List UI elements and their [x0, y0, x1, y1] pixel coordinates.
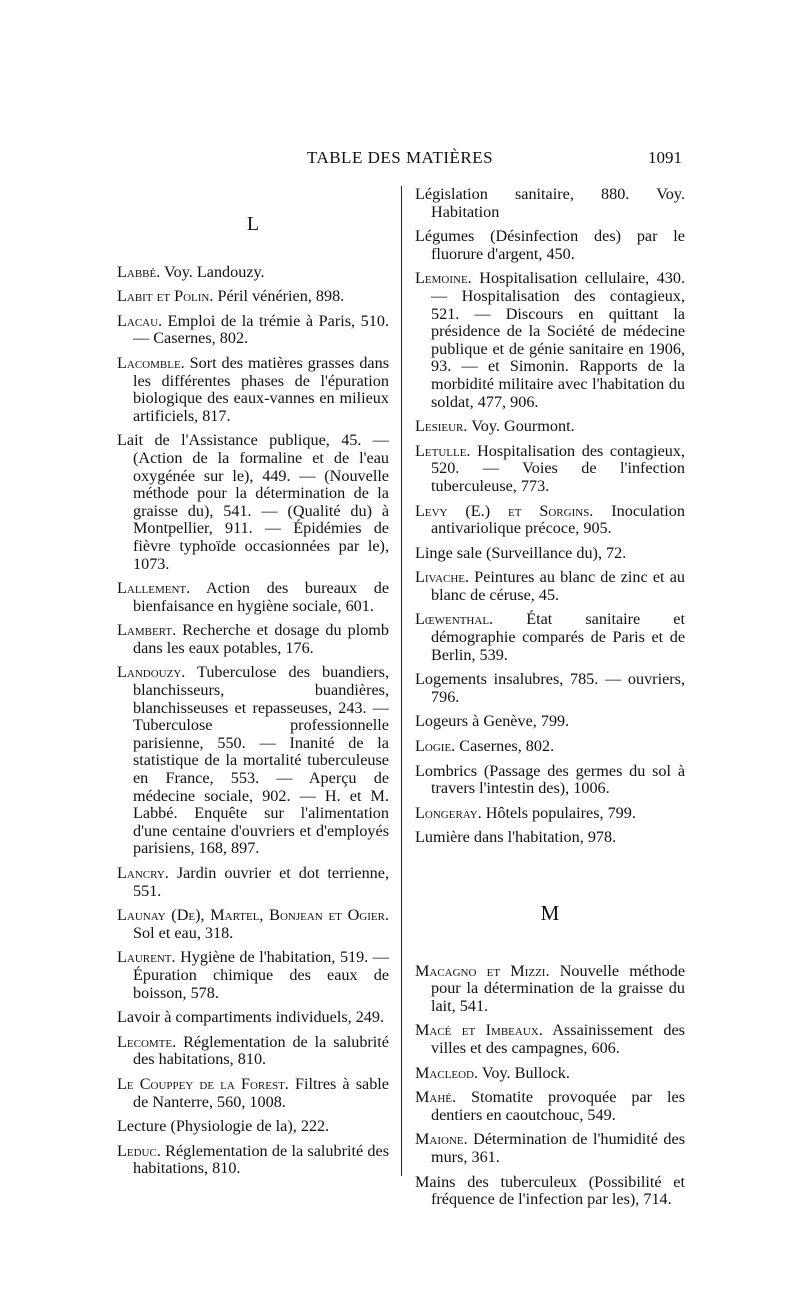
index-entry — [415, 963, 685, 1016]
entry-text: Voy. Bullock. — [478, 1063, 570, 1082]
entry-name: Macagno et Mizzi. — [415, 961, 550, 980]
index-entry — [117, 264, 389, 282]
index-entry — [117, 1118, 389, 1136]
index-entry — [415, 805, 685, 823]
entry-text: Inoculation antivariolique précoce, 905. — [431, 501, 685, 538]
index-entry — [117, 1034, 389, 1069]
index-entry — [415, 611, 685, 664]
entry-text: Filtres à sable de Nanterre, 560, 1008. — [133, 1074, 389, 1111]
entry-name: Levy (E.) et Sorgins. — [415, 501, 594, 520]
index-entry — [117, 907, 389, 942]
entry-text: Lecture (Physiologie de la), 222. — [117, 1117, 330, 1136]
index-entry — [117, 664, 389, 858]
entry-text: Légumes (Désinfection des) par le fluorure d'argent, 450. — [415, 227, 685, 263]
entry-text: Réglementation de la salubrité des habitations, 810. — [133, 1141, 389, 1178]
entry-text: Réglementation de la salubrité des habitations, 810. — [133, 1032, 389, 1069]
index-entry — [117, 580, 389, 615]
entry-text: Assainissement des villes et des campagnes, 606. — [431, 1021, 685, 1057]
entry-name: Labit et Polin. — [117, 287, 214, 306]
index-entry — [415, 1131, 685, 1166]
entry-text: Hôtels populaires, 799. — [481, 803, 636, 822]
index-entry — [117, 1009, 389, 1027]
index-entry — [415, 418, 685, 436]
entry-text: Législation sanitaire, 880. Voy. Habitation — [415, 185, 685, 221]
index-entry — [415, 545, 685, 563]
entry-text: Linge sale (Surveillance du), 72. — [415, 543, 627, 562]
entry-name: Laurent. — [117, 948, 176, 967]
entry-name: Livache. — [415, 568, 470, 587]
entry-name: Landouzy. — [117, 663, 186, 682]
entry-text: État sanitaire et démographie comparés de Paris et de Berlin, 539. — [431, 610, 685, 664]
entry-text: Lumière dans l'habitation, 978. — [415, 828, 617, 847]
entry-name: Lambert. — [117, 621, 177, 640]
entry-text: Logeurs à Genève, 799. — [415, 712, 570, 731]
index-entry — [415, 1065, 685, 1083]
entry-text: Jardin ouvrier et dot terrienne, 551. — [133, 864, 389, 900]
entry-text: Tuberculose des buandiers, blanchisseurs, buandières, blanchisseuses et repasseuses, 243. — Tuberculose professionnelle parisienne, 550. — Inanité de la statistique de la mortalité tuberculeuse en France, 553. — Aperçu de médecine sociale, 902. — H. et M. Labbé. Enquête sur l'alimentation d'une centaine d'ouvriers et d'employés parisiens, 168, 897. — [133, 663, 389, 858]
entry-name: Lacomble. — [117, 353, 185, 372]
entry-name: Lecomte. — [117, 1032, 177, 1051]
entry-text: Nouvelle méthode pour la détermination de la graisse du lait, 541. — [431, 961, 686, 1015]
section-letter-m: M — [540, 901, 560, 925]
entry-name: Lemoine. — [415, 269, 472, 288]
index-entry — [117, 355, 389, 425]
entry-name: Maione. — [415, 1130, 468, 1149]
right-entry-list-m — [415, 963, 685, 1209]
index-entry — [117, 1076, 389, 1111]
entry-text: Détermination de l'humidité des murs, 361. — [431, 1130, 685, 1166]
entry-name: Macleod. — [415, 1063, 479, 1082]
left-column — [117, 186, 389, 1185]
entry-text: Péril vénérien, 898. — [213, 287, 345, 306]
entry-name: Lancry. — [117, 864, 169, 882]
entry-text: Emploi de la trémie à Paris, 510. — Casernes, 802. — [133, 311, 389, 348]
entry-text: Voy. Landouzy. — [160, 262, 265, 281]
entry-text: Stomatite provoquée par les dentiers en caoutchouc, 549. — [431, 1088, 685, 1124]
entry-text: Casernes, 802. — [455, 737, 555, 756]
entry-name: Labbé. — [117, 262, 161, 281]
index-entry — [415, 829, 685, 847]
right-column — [415, 186, 685, 1216]
entry-name: Mahé. — [415, 1088, 457, 1107]
entry-text: Hygiène de l'habitation, 519. — Épuration chimique des eaux de boisson, 578. — [133, 948, 389, 1002]
entry-name: Le Couppey de la Forest. — [117, 1074, 289, 1093]
index-entry — [415, 270, 685, 411]
entry-name: Leduc. — [117, 1141, 161, 1160]
column-divider — [401, 186, 402, 1176]
index-entry — [415, 569, 685, 604]
index-entry — [415, 1174, 685, 1209]
entry-text: Hospitalisation des contagieux, 520. — Voies de l'infection tuberculeuse, 773. — [431, 441, 685, 495]
entry-name: Lesieur. — [415, 417, 468, 436]
entry-text: Action des bureaux de bienfaisance en hygiène sociale, 601. — [133, 579, 389, 615]
index-entry — [415, 443, 685, 496]
index-entry — [415, 671, 685, 706]
entry-name: Macé et Imbeaux. — [415, 1021, 543, 1040]
entry-text: Peintures au blanc de zinc et au blanc de céruse, 45. — [431, 568, 685, 604]
entry-text: Logements insalubres, 785. — ouvriers, 796. — [415, 670, 685, 706]
index-entry — [415, 763, 685, 798]
entry-name: Launay (De), Martel, Bonjean et Ogier. — [117, 906, 389, 925]
entry-text: Recherche et dosage du plomb dans les eaux potables, 176. — [133, 621, 389, 657]
right-entry-list-l — [415, 186, 685, 847]
entry-name: Logie. — [415, 737, 456, 756]
entry-name: Lallement. — [117, 579, 191, 598]
index-entry — [415, 1022, 685, 1057]
index-entry — [117, 622, 389, 657]
page-number: 1091 — [648, 148, 682, 167]
index-entry — [415, 186, 685, 221]
index-entry — [117, 949, 389, 1002]
index-entry — [415, 503, 685, 538]
entry-name: Longeray. — [415, 803, 482, 822]
index-entry — [117, 432, 389, 573]
entry-text: Lavoir à compartiments individuels, 249. — [117, 1008, 385, 1027]
index-entry — [117, 313, 389, 348]
index-entry — [415, 228, 685, 263]
entry-text: Mains des tuberculeux (Possibilité et fréquence de l'infection par les), 714. — [415, 1172, 685, 1209]
index-entry — [117, 865, 389, 900]
index-entry — [117, 1143, 389, 1178]
index-entry — [117, 288, 389, 306]
left-entry-list — [117, 264, 389, 1178]
entry-text: Voy. Gourmont. — [467, 417, 575, 436]
entry-text: Lait de l'Assistance publique, 45. — (Action de la formaline et de l'eau oxygénée sur le), 449. — (Nouvelle méthode pour la détermination de la graisse du), 541. — (Qualité du) à Montpellier, 911. — Épidémies de fièvre typhoïde occasionnées par le), 1073. — [117, 431, 389, 573]
running-header-title: TABLE DES MATIÈRES — [306, 148, 494, 167]
entry-text: Lombrics (Passage des germes du sol à travers l'intestin des), 1006. — [415, 761, 685, 798]
index-entry — [415, 738, 685, 756]
entry-name: Lacau. — [117, 311, 163, 330]
entry-text: Sol et eau, 318. — [133, 923, 234, 942]
section-letter-l: L — [246, 213, 260, 235]
entry-text: Hospitalisation cellulaire, 430. — Hospitalisation des contagieux, 521. — Discours en quittant la présidence de la Société de médecine publique et de génie sanitaire en 1906, 93. — et Simonin. Rapports de la morbidité militaire avec l'habitation du soldat, 477, 906. — [431, 269, 685, 411]
index-entry — [415, 713, 685, 731]
entry-name: Letulle. — [415, 441, 471, 460]
index-entry — [415, 1089, 685, 1124]
entry-name: Lœwenthal. — [415, 610, 494, 629]
entry-text: Sort des matières grasses dans les différentes phases de l'épuration biologique des eaux-vannes en milieux artificiels, 817. — [133, 353, 389, 425]
